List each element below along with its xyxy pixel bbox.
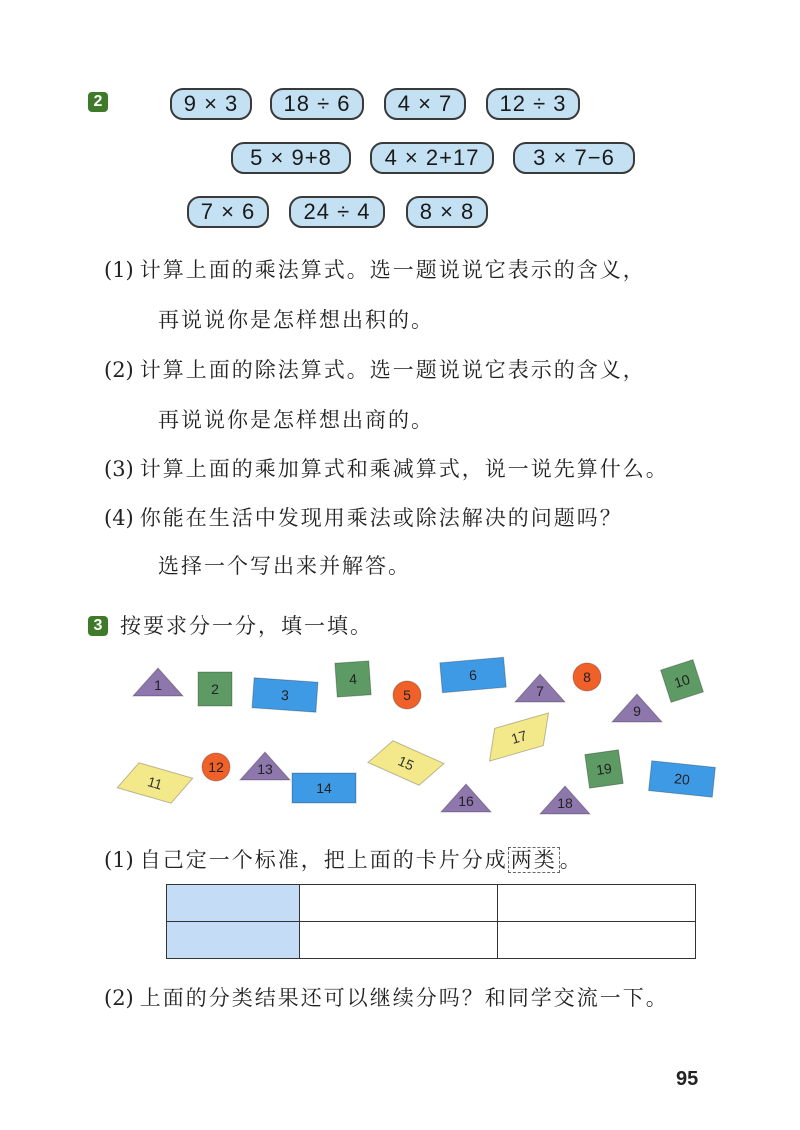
question-label: (1) [104,848,134,872]
square-card-shape [335,661,371,697]
card-number: 4 [348,670,358,688]
card-number: 3 [280,686,290,704]
number-card [240,752,290,784]
question-2-line2: 再说说你是怎样想出商的。 [158,408,434,432]
card-number: 13 [257,761,273,777]
card-number: 1 [154,677,162,693]
expression-card: 7 × 6 [187,196,269,228]
square-card-shape [198,672,232,706]
card-number: 11 [145,773,165,793]
number-card [371,748,441,782]
rect-card-shape [649,761,716,798]
card-number: 17 [509,727,529,747]
question-1 [104,254,646,284]
question-4 [104,502,623,532]
expression-card: 5 × 9+8 [231,142,351,174]
number-card [441,784,491,816]
card-number: 15 [395,752,417,774]
question-text: 自己定一个标准，把上面的卡片分成 [139,848,508,872]
category-label-cell[interactable] [167,885,300,922]
answer-cell[interactable] [498,922,696,959]
card-number: 14 [316,780,332,796]
category-label-cell[interactable] [167,922,300,959]
triangle-card-shape [515,674,565,702]
question-4-line2: 选择一个写出来并解答。 [158,554,411,578]
table-row [167,885,696,922]
number-card [515,674,565,706]
circle-card-shape [201,752,231,782]
number-card [336,662,370,700]
question-3 [104,453,669,483]
number-card [392,680,422,714]
answer-cell[interactable] [300,885,498,922]
question-text: 你能在生活中发现用乘法或除法解决的问题吗？ [139,506,623,530]
number-card [540,786,590,818]
exercise-number-3: 3 [88,616,108,636]
card-number: 5 [403,687,411,703]
exercise-title: 按要求分一分，填一填。 [120,614,373,638]
square-card-shape [661,660,704,703]
expression-card: 9 × 3 [170,88,252,120]
number-card [650,764,714,798]
circle-card-shape [392,680,422,710]
expression-card: 12 ÷ 3 [486,88,580,120]
number-card [665,664,699,702]
card-number: 2 [211,681,219,697]
parallelogram-card-shape [368,735,444,791]
question-text: 计算上面的乘加算式和乘减算式，说一说先算什么。 [139,457,669,481]
expression-card: 4 × 7 [384,88,466,120]
circle-card-shape [572,662,602,692]
question-text: 计算上面的乘法算式。选一题说说它表示的含义， [139,258,646,282]
number-card [612,694,662,726]
number-card [484,722,554,756]
rect-card-shape [252,678,318,712]
question-label: (4) [104,506,134,530]
card-number: 12 [208,759,224,775]
sort-question-1 [104,844,583,874]
card-number: 16 [458,793,474,809]
question-label: (1) [104,258,134,282]
card-number: 20 [673,770,691,788]
question-1-line2: 再说说你是怎样想出积的。 [158,308,434,332]
expression-card: 18 ÷ 6 [270,88,364,120]
triangle-card-shape [612,694,662,722]
question-label: (2) [104,986,134,1010]
answer-cell[interactable] [498,885,696,922]
question-end: 。 [559,848,583,872]
question-label: (3) [104,457,134,481]
triangle-card-shape [540,786,590,814]
expression-card: 4 × 2+17 [370,142,494,174]
triangle-card-shape [133,668,183,696]
number-card [572,662,602,696]
card-number: 7 [536,683,544,699]
number-card [441,660,505,694]
sorting-table [166,884,696,959]
expression-card: 24 ÷ 4 [289,196,385,228]
table-row [167,922,696,959]
number-card [133,668,183,700]
rect-card-shape [292,773,356,803]
number-card [292,773,356,807]
expression-card: 3 × 7−6 [513,142,635,174]
number-card [201,752,231,786]
expression-card: 8 × 8 [406,196,488,228]
square-card-shape [585,750,623,788]
boxed-word: 两类 [508,847,560,873]
number-card [198,672,232,710]
exercise-number-2: 2 [88,92,108,112]
card-number: 8 [583,669,591,685]
parallelogram-card-shape [117,759,193,807]
parallelogram-card-shape [481,713,557,761]
question-label: (2) [104,358,134,382]
number-card [253,680,317,714]
card-number: 19 [595,759,613,779]
question-text: 上面的分类结果还可以继续分吗？和同学交流一下。 [139,986,669,1010]
page-number: 95 [676,1068,699,1090]
question-2 [104,354,646,384]
sort-question-2 [104,982,669,1012]
card-number: 18 [557,795,573,811]
card-number: 6 [468,666,478,684]
card-number: 10 [672,670,692,692]
number-card [587,752,621,790]
question-text: 计算上面的除法算式。选一题说说它表示的含义， [139,358,646,382]
number-card [120,768,190,802]
triangle-card-shape [441,784,491,812]
card-number: 9 [633,703,641,719]
answer-cell[interactable] [300,922,498,959]
rect-card-shape [440,657,506,692]
triangle-card-shape [240,752,290,780]
